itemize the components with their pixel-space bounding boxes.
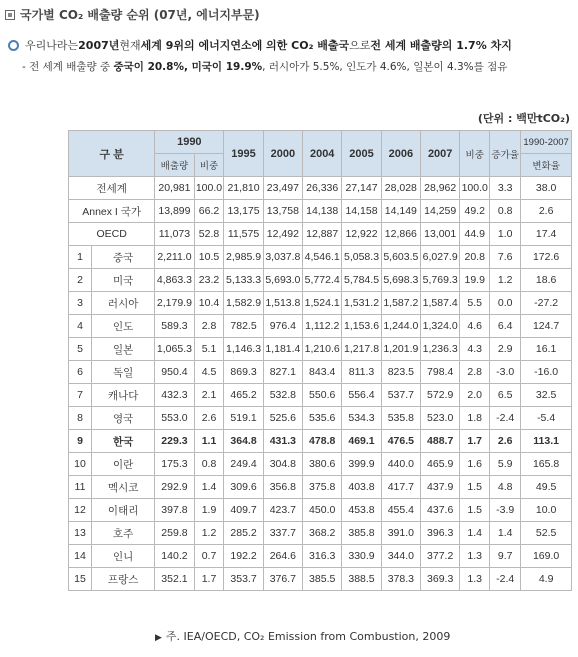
- table-cell: 5,058.3: [342, 246, 381, 269]
- table-cell: 140.2: [155, 545, 194, 568]
- table-cell: 1,065.3: [155, 338, 194, 361]
- table-cell: 113.1: [521, 430, 572, 453]
- table-cell: 27,147: [342, 177, 381, 200]
- country-cell: 멕시코: [92, 476, 155, 499]
- table-cell: 455.4: [381, 499, 420, 522]
- table-cell: 5,133.3: [224, 269, 263, 292]
- table-cell: 6,027.9: [421, 246, 460, 269]
- table-cell: -27.2: [521, 292, 572, 315]
- header-2000: 2000: [263, 131, 302, 177]
- row-label: 전세계: [69, 177, 155, 200]
- table-cell: 1.7: [460, 430, 490, 453]
- table-cell: 18.6: [521, 269, 572, 292]
- table-cell: 469.1: [342, 430, 381, 453]
- country-cell: 인니: [92, 545, 155, 568]
- table-cell: 798.4: [421, 361, 460, 384]
- table-cell: 437.9: [421, 476, 460, 499]
- table-cell: 38.0: [521, 177, 572, 200]
- table-cell: 2.0: [460, 384, 490, 407]
- table-cell: 535.8: [381, 407, 420, 430]
- table-cell: 28,962: [421, 177, 460, 200]
- table-cell: 192.2: [224, 545, 263, 568]
- triangle-bullet-icon: ▶: [155, 633, 162, 643]
- rank-cell: 14: [69, 545, 92, 568]
- table-cell: 5,784.5: [342, 269, 381, 292]
- table-cell: 7.6: [490, 246, 521, 269]
- table-cell: 827.1: [263, 361, 302, 384]
- table-cell: 397.8: [155, 499, 194, 522]
- table-cell: 4,863.3: [155, 269, 194, 292]
- table-cell: -16.0: [521, 361, 572, 384]
- table-cell: -2.4: [490, 568, 521, 591]
- table-cell: 385.5: [303, 568, 342, 591]
- table-cell: 66.2: [194, 200, 224, 223]
- country-cell: 인도: [92, 315, 155, 338]
- header-ratio-2007: 비중: [460, 131, 490, 177]
- table-cell: 550.6: [303, 384, 342, 407]
- intro-rank: 세계 9위의 에너지연소에 의한 CO₂ 배출국: [140, 39, 350, 52]
- table-cell: 12,492: [263, 223, 302, 246]
- country-cell: 한국: [92, 430, 155, 453]
- table-cell: 465.9: [421, 453, 460, 476]
- table-cell: 1.6: [460, 453, 490, 476]
- table-cell: 432.3: [155, 384, 194, 407]
- table-cell: 476.5: [381, 430, 420, 453]
- unit-label: (단위 : 백만tCO₂): [477, 112, 570, 125]
- table-cell: 9.7: [490, 545, 521, 568]
- table-cell: 44.9: [460, 223, 490, 246]
- table-cell: 19.9: [460, 269, 490, 292]
- intro-text-1: 우리나라는: [25, 39, 79, 52]
- rank-cell: 4: [69, 315, 92, 338]
- table-cell: 124.7: [521, 315, 572, 338]
- table-cell: 377.2: [421, 545, 460, 568]
- table-cell: 1,587.2: [381, 292, 420, 315]
- table-cell: 556.4: [342, 384, 381, 407]
- table-cell: 285.2: [224, 522, 263, 545]
- table-cell: 782.5: [224, 315, 263, 338]
- table-cell: 1,153.6: [342, 315, 381, 338]
- table-cell: 440.0: [381, 453, 420, 476]
- country-cell: 미국: [92, 269, 155, 292]
- table-cell: 976.4: [263, 315, 302, 338]
- table-cell: 2.6: [490, 430, 521, 453]
- table-cell: 0.0: [490, 292, 521, 315]
- table-cell: 378.3: [381, 568, 420, 591]
- table-cell: 292.9: [155, 476, 194, 499]
- table-cell: 23.2: [194, 269, 224, 292]
- rank-cell: 2: [69, 269, 92, 292]
- table-row: [69, 361, 572, 384]
- table-cell: 0.8: [194, 453, 224, 476]
- table-cell: 316.3: [303, 545, 342, 568]
- country-cell: 캐나다: [92, 384, 155, 407]
- table-cell: 1,524.1: [303, 292, 342, 315]
- country-cell: 일본: [92, 338, 155, 361]
- table-cell: 478.8: [303, 430, 342, 453]
- table-cell: 1.5: [460, 476, 490, 499]
- table-cell: 535.6: [303, 407, 342, 430]
- table-cell: 403.8: [342, 476, 381, 499]
- rank-cell: 13: [69, 522, 92, 545]
- table-cell: 4.5: [194, 361, 224, 384]
- intro-text-3: 으로: [349, 39, 371, 52]
- table-cell: 13,899: [155, 200, 194, 223]
- table-cell: 465.2: [224, 384, 263, 407]
- table-row: [69, 522, 572, 545]
- table-cell: 309.6: [224, 476, 263, 499]
- table-row: [69, 292, 572, 315]
- table-cell: 264.6: [263, 545, 302, 568]
- table-cell: 17.4: [521, 223, 572, 246]
- table-cell: 823.5: [381, 361, 420, 384]
- table-cell: 2,985.9: [224, 246, 263, 269]
- rank-cell: 6: [69, 361, 92, 384]
- country-cell: 이태리: [92, 499, 155, 522]
- table-row: [69, 384, 572, 407]
- table-cell: 380.6: [303, 453, 342, 476]
- table-cell: 49.5: [521, 476, 572, 499]
- table-cell: 1.4: [490, 522, 521, 545]
- rank-cell: 11: [69, 476, 92, 499]
- country-cell: 영국: [92, 407, 155, 430]
- table-cell: 337.7: [263, 522, 302, 545]
- rank-cell: 9: [69, 430, 92, 453]
- table-cell: 12,922: [342, 223, 381, 246]
- table-cell: 14,138: [303, 200, 342, 223]
- table-cell: 28,028: [381, 177, 420, 200]
- table-cell: 4,546.1: [303, 246, 342, 269]
- table-cell: 437.6: [421, 499, 460, 522]
- detail-text-2: , 러시아가 5.5%, 인도가 4.6%, 일본이 4.3%를 점유: [262, 61, 508, 73]
- table-cell: 4.8: [490, 476, 521, 499]
- header-2005: 2005: [342, 131, 381, 177]
- header-1995: 1995: [224, 131, 263, 177]
- table-cell: 450.0: [303, 499, 342, 522]
- table-cell: 1,210.6: [303, 338, 342, 361]
- table-cell: 5,772.4: [303, 269, 342, 292]
- table-cell: 1.0: [490, 223, 521, 246]
- summary-row: [69, 177, 572, 200]
- summary-row: [69, 200, 572, 223]
- table-cell: 11,575: [224, 223, 263, 246]
- table-cell: 534.3: [342, 407, 381, 430]
- table-cell: 6.5: [490, 384, 521, 407]
- table-cell: 3.3: [490, 177, 521, 200]
- table-cell: 229.3: [155, 430, 194, 453]
- table-row: [69, 476, 572, 499]
- table-cell: 16.1: [521, 338, 572, 361]
- table-cell: 950.4: [155, 361, 194, 384]
- table-cell: 175.3: [155, 453, 194, 476]
- table-cell: 2.6: [194, 407, 224, 430]
- table-cell: 10.4: [194, 292, 224, 315]
- table-cell: 21,810: [224, 177, 263, 200]
- table-cell: 391.0: [381, 522, 420, 545]
- table-cell: 488.7: [421, 430, 460, 453]
- table-cell: 2.6: [521, 200, 572, 223]
- title-text: 국가별 CO₂ 배출량 순위 (07년, 에너지부문): [20, 8, 260, 22]
- table-cell: 14,259: [421, 200, 460, 223]
- rank-cell: 5: [69, 338, 92, 361]
- table-cell: 2,179.9: [155, 292, 194, 315]
- table-cell: 811.3: [342, 361, 381, 384]
- table-cell: 1,201.9: [381, 338, 420, 361]
- table-cell: 572.9: [421, 384, 460, 407]
- table-cell: 1,112.2: [303, 315, 342, 338]
- table-cell: 519.1: [224, 407, 263, 430]
- table-cell: 399.9: [342, 453, 381, 476]
- square-bullet-icon: [5, 10, 15, 20]
- table-cell: 369.3: [421, 568, 460, 591]
- table-cell: 375.8: [303, 476, 342, 499]
- table-cell: 32.5: [521, 384, 572, 407]
- table-cell: 3,037.8: [263, 246, 302, 269]
- table-row: [69, 315, 572, 338]
- table-cell: 1.9: [194, 499, 224, 522]
- table-cell: 6.4: [490, 315, 521, 338]
- detail-line: [22, 59, 507, 74]
- table-cell: 23,497: [263, 177, 302, 200]
- table-cell: 1,582.9: [224, 292, 263, 315]
- intro-line: [8, 37, 512, 53]
- table-cell: 2.8: [194, 315, 224, 338]
- table-cell: 20.8: [460, 246, 490, 269]
- table-cell: 172.6: [521, 246, 572, 269]
- row-label: OECD: [69, 223, 155, 246]
- table-cell: 1,146.3: [224, 338, 263, 361]
- intro-year: 2007년: [78, 39, 120, 52]
- country-cell: 독일: [92, 361, 155, 384]
- table-row: [69, 568, 572, 591]
- table-cell: 423.7: [263, 499, 302, 522]
- table-cell: 0.7: [194, 545, 224, 568]
- table-cell: 4.9: [521, 568, 572, 591]
- table-cell: 344.0: [381, 545, 420, 568]
- table-cell: 12,866: [381, 223, 420, 246]
- table-cell: 5.9: [490, 453, 521, 476]
- rank-cell: 12: [69, 499, 92, 522]
- emissions-table: [68, 130, 572, 591]
- country-cell: 프랑스: [92, 568, 155, 591]
- header-category: 구 분: [69, 131, 155, 177]
- table-cell: 5,769.3: [421, 269, 460, 292]
- circle-bullet-icon: [8, 40, 19, 51]
- table-cell: 13,758: [263, 200, 302, 223]
- table-cell: 259.8: [155, 522, 194, 545]
- table-cell: 417.7: [381, 476, 420, 499]
- detail-highlight: 중국이 20.8%, 미국이 19.9%: [113, 61, 263, 73]
- table-row: [69, 338, 572, 361]
- table-cell: 249.4: [224, 453, 263, 476]
- table-cell: 409.7: [224, 499, 263, 522]
- table-cell: 10.5: [194, 246, 224, 269]
- table-cell: 843.4: [303, 361, 342, 384]
- table-cell: 52.5: [521, 522, 572, 545]
- table-cell: 1,531.2: [342, 292, 381, 315]
- header-period: 1990-2007: [521, 131, 572, 154]
- table-cell: -5.4: [521, 407, 572, 430]
- rank-cell: 1: [69, 246, 92, 269]
- source-text: 주. IEA/OECD, CO₂ Emission from Combustion, 2009: [165, 630, 451, 643]
- header-2006: 2006: [381, 131, 420, 177]
- table-cell: 353.7: [224, 568, 263, 591]
- summary-row: [69, 223, 572, 246]
- table-cell: 26,336: [303, 177, 342, 200]
- table-cell: 1,181.4: [263, 338, 302, 361]
- table-cell: 368.2: [303, 522, 342, 545]
- table-cell: 553.0: [155, 407, 194, 430]
- header-1990: 1990: [155, 131, 224, 154]
- rank-cell: 3: [69, 292, 92, 315]
- table-cell: 1,244.0: [381, 315, 420, 338]
- table-cell: 1.5: [460, 499, 490, 522]
- table-cell: 537.7: [381, 384, 420, 407]
- table-row: [69, 430, 572, 453]
- country-cell: 중국: [92, 246, 155, 269]
- country-cell: 이란: [92, 453, 155, 476]
- table-cell: 453.8: [342, 499, 381, 522]
- table-cell: 1.7: [194, 568, 224, 591]
- table-cell: 12,887: [303, 223, 342, 246]
- table-cell: 330.9: [342, 545, 381, 568]
- intro-share: 전 세계 배출량의 1.7% 차지: [370, 39, 512, 52]
- table-cell: 589.3: [155, 315, 194, 338]
- table-row: [69, 246, 572, 269]
- table-cell: 2.1: [194, 384, 224, 407]
- table-row: [69, 499, 572, 522]
- table-cell: 0.8: [490, 200, 521, 223]
- table-cell: 20,981: [155, 177, 194, 200]
- table-cell: 1.2: [490, 269, 521, 292]
- table-row: [69, 269, 572, 292]
- table-cell: 165.8: [521, 453, 572, 476]
- header-change: 변화율: [521, 154, 572, 177]
- table-cell: 1,587.4: [421, 292, 460, 315]
- table-cell: 4.6: [460, 315, 490, 338]
- table-cell: 2.8: [460, 361, 490, 384]
- table-cell: 5,698.3: [381, 269, 420, 292]
- country-cell: 러시아: [92, 292, 155, 315]
- table-cell: -3.0: [490, 361, 521, 384]
- table-cell: 1.4: [460, 522, 490, 545]
- table-cell: 1.4: [194, 476, 224, 499]
- table-row: [69, 453, 572, 476]
- table-cell: 5.1: [194, 338, 224, 361]
- table-cell: 2,211.0: [155, 246, 194, 269]
- table-cell: 49.2: [460, 200, 490, 223]
- intro-text-2: 현재: [119, 39, 141, 52]
- table-row: [69, 407, 572, 430]
- table-cell: 352.1: [155, 568, 194, 591]
- table-cell: 532.8: [263, 384, 302, 407]
- table-cell: 385.8: [342, 522, 381, 545]
- table-cell: 388.5: [342, 568, 381, 591]
- table-cell: 1,324.0: [421, 315, 460, 338]
- rank-cell: 15: [69, 568, 92, 591]
- table-cell: 4.3: [460, 338, 490, 361]
- header-emission: 배출량: [155, 154, 194, 177]
- table-cell: 10.0: [521, 499, 572, 522]
- table-cell: 169.0: [521, 545, 572, 568]
- table-cell: 431.3: [263, 430, 302, 453]
- table-cell: 100.0: [194, 177, 224, 200]
- table-cell: 1,236.3: [421, 338, 460, 361]
- table-cell: -3.9: [490, 499, 521, 522]
- table-cell: 5,693.0: [263, 269, 302, 292]
- table-cell: 14,158: [342, 200, 381, 223]
- table-cell: 1.3: [460, 545, 490, 568]
- source-note: [155, 628, 450, 644]
- table-cell: 13,001: [421, 223, 460, 246]
- table-cell: 1.1: [194, 430, 224, 453]
- table-cell: 1.2: [194, 522, 224, 545]
- table-cell: 11,073: [155, 223, 194, 246]
- table-cell: 5,603.5: [381, 246, 420, 269]
- table-cell: 1,217.8: [342, 338, 381, 361]
- header-growth: 증가율: [490, 131, 521, 177]
- table-cell: 2.9: [490, 338, 521, 361]
- table-cell: 52.8: [194, 223, 224, 246]
- table-cell: 364.8: [224, 430, 263, 453]
- table-cell: 5.5: [460, 292, 490, 315]
- header-ratio: 비중: [194, 154, 224, 177]
- detail-text-1: - 전 세계 배출량 중: [22, 61, 114, 73]
- table-cell: 1,513.8: [263, 292, 302, 315]
- table-cell: 304.8: [263, 453, 302, 476]
- rank-cell: 7: [69, 384, 92, 407]
- header-2004: 2004: [303, 131, 342, 177]
- country-cell: 호주: [92, 522, 155, 545]
- table-cell: 13,175: [224, 200, 263, 223]
- table-cell: 1.8: [460, 407, 490, 430]
- rank-cell: 8: [69, 407, 92, 430]
- rank-cell: 10: [69, 453, 92, 476]
- header-2007: 2007: [421, 131, 460, 177]
- table-cell: -2.4: [490, 407, 521, 430]
- table-cell: 523.0: [421, 407, 460, 430]
- table-cell: 869.3: [224, 361, 263, 384]
- table-cell: 356.8: [263, 476, 302, 499]
- table-cell: 100.0: [460, 177, 490, 200]
- row-label: Annex I 국가: [69, 200, 155, 223]
- table-row: [69, 545, 572, 568]
- table-cell: 376.7: [263, 568, 302, 591]
- section-title: [5, 6, 260, 23]
- table-cell: 396.3: [421, 522, 460, 545]
- table-cell: 1.3: [460, 568, 490, 591]
- table-cell: 525.6: [263, 407, 302, 430]
- table-cell: 14,149: [381, 200, 420, 223]
